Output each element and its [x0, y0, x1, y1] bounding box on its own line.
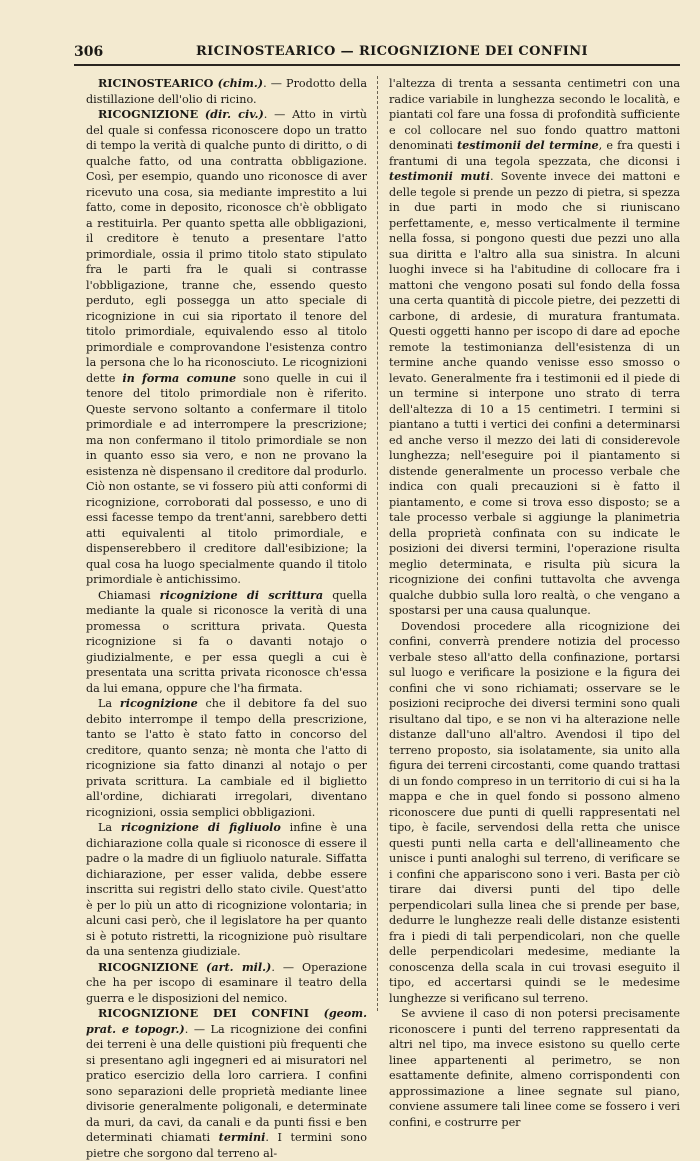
text-run: quella mediante la quale si riconosce la verità di una promessa o scrittura privata. Questa ricognizione si fa o davanti notajo o giudizialmente, e per essa quegli a cui è presentata una scritta privata riconosce ch'essa da lui emana, oppure che l'ha firmata.	[86, 588, 368, 695]
paragraph	[86, 820, 367, 960]
paragraph	[389, 1006, 680, 1130]
page-number: 306	[74, 44, 104, 60]
text-run: che il debitore fa del suo debito interrompe il tempo della prescrizione, tanto se l'atto è stato fatto in concorso del creditore, quanto senza; nè monta che l'atto di ricognizione sia fatto dinanzi al notajo o per privata scrittura. La cambiale ed il biglietto all'ordine, dichiarati irregolari, diventano ricognizioni, ossia semplici obbligazioni.	[86, 697, 368, 819]
text-run: . — Prodotto della distillazione dell'olio di ricino.	[86, 77, 367, 106]
italic-term: termini	[218, 1130, 266, 1144]
text-run: . — Atto in virtù del quale si confessa riconoscere dopo un tratto di tempo la verità di qualche punto di diritto, o di qualche fatto, od una contratta obbligazione. Così, per esempio, quando uno riconosce di aver ricevuto una cosa, sia mediante imprestito a lui fatto, come in deposito, riconosce ch'è obbligato a restituirla. Per quanto spetta alle obbligazioni, il creditore è tenuto a presentare l'atto primordiale, ossia il primo titolo stato stipulato fra le parti fra le quali si contrasse l'obbligazione, tranne che, essendo questo perduto, egli possegga un atto speciale di ricognizione in cui sia riportato il tenore del titolo primordiale, equivalendo esso al titolo primordiale e comprovandone l'esistenza contro la persona che lo ha riconosciuto. Le ricognizioni dette	[86, 108, 367, 385]
text-run: l'altezza di trenta a sessanta centimetri con una radice variabile in lunghezza secondo le località, e piantati col fare una fossa di profondità sufficiente e col collocare nel suo fondo quattro mattoni denominati	[389, 77, 680, 152]
entry-headword: RICOGNIZIONE DEI CONFINI	[98, 1006, 309, 1020]
text-run: . — La ricognizione dei confini dei terreni è una delle quistioni più frequenti che si presentano agli ingegneri ed ai misuratori nel pratico esercizio della loro carriera. I confini sono separazioni delle proprietà mediante linee divisorie generalmente poligonali, e determinate da muri, da cavi, da canali e da punti fissi e ben determinati chiamati	[86, 1022, 368, 1144]
text-run: . — Operazione che ha per iscopo di esaminare il teatro della guerra e le disposizioni del nemico.	[86, 960, 367, 1005]
text-run: , e fra questi i frantumi di una tegola spezzata, che diconsi i	[389, 139, 680, 168]
text-run: sono quelle in cui il tenore del titolo primordiale non è riferito. Queste servono soltanto a confermare il titolo primordiale e ad interrompere la prescrizione; ma non confermano il titolo primordiale se non in quanto esso sia vero, e non ne provano la esistenza nè dispensano il creditore dal produrlo. Ciò non ostante, se vi fossero più atti conformi di ricognizione, corroborati dal possesso, e uno di essi facesse tempo da trent'anni, sarebbero detti atti equivalenti al titolo primordiale, e dispenserebbero il creditore dall'esibizione; la qual cosa ha luogo specialmente quando il titolo primordiale è antichissimo.	[86, 371, 368, 586]
running-header	[74, 44, 680, 66]
text-run	[198, 961, 206, 974]
text-run: infine è una dichiarazione colla quale si riconosce di essere il padre o la madre di un figliuolo naturale. Siffatta dichiarazione, per esser valida, debbe essere inscritta sui registri dello stato civile. Quest'atto è per lo più un atto di ricognizione volontaria; in alcuni casi però, che il legislatore ha per quanto si è potuto ristretti, la ricognizione può risultare da una sentenza giudiziale.	[86, 821, 367, 958]
entry-headword: RICOGNIZIONE	[98, 959, 199, 974]
text-run	[198, 108, 205, 121]
italic-term: ricognizione di scrittura	[159, 587, 324, 602]
italic-term: testimonii del termine	[457, 138, 599, 152]
text-run: . Sovente invece dei mattoni e delle tegole si prende un pezzo di pietra, si spezza in due parti in modo che si riuniscano perfettamente, e, messo verticalmente il termine nella fossa, si pongono questi due pezzi uno alla sua diritta e l'altro alla sua sinistra. In alcuni luoghi invece si ha l'abitudine di collocare fra i mattoni che vengono posati sul fondo della fossa una certa quantità di piccole pietre, dei pezzetti di carbone, di ardesie, di muratura frantumata. Questi oggetti hanno per iscopo di dare ad epoche remote la testimonianza dell'esistenza di un termine anche quando venisse esso smosso o levato. Generalmente fra i testimonii ed il piede di un termine si interpone uno strato di terra dell'altezza di 10 a 15 centimetri. I termini si piantano a tutti i vertici dei confini a determinarsi ed anche verso il mezzo dei lati di considerevole lunghezza; nell'eseguire poi il piantamento si distende generalmente un processo verbale che indica con quali precauzioni si è fatto il piantamento, e come si trova esso disposto; se a tale processo verbale si aggiunge la planimetria della proprietà confinata con su indicate le posizioni dei diversi termini, l'operazione risulta meglio determinata, e risulta più sicura la ricognizione dei confini tuttavolta che avvenga qualche dubbio sulla loro realtà, o che vengano a spostarsi per una causa qualunque.	[389, 170, 680, 617]
italic-term: (dir. civ.)	[204, 107, 264, 121]
entry-headword: RICINOSTEARICO	[98, 76, 214, 90]
dictionary-entry	[86, 107, 367, 588]
text-run: Chiamasi	[98, 588, 160, 602]
right-column	[389, 76, 680, 1129]
entry-headword: RICOGNIZIONE	[98, 107, 199, 121]
left-column	[86, 76, 368, 1160]
column-divider	[377, 76, 378, 1011]
text-run: . I termini sono pietre che sorgono dal terreno al-	[86, 1131, 367, 1160]
italic-term: (chim.)	[217, 76, 264, 90]
italic-term: ricognizione	[119, 696, 198, 710]
italic-term: ricognizione di figliuolo	[120, 820, 281, 834]
italic-term: testimonii muti	[389, 169, 490, 183]
paragraph	[389, 619, 680, 1007]
dictionary-entry	[86, 1006, 367, 1161]
text-run: La	[98, 821, 121, 834]
italic-term: (art. mil.)	[206, 959, 272, 974]
dictionary-entry	[86, 76, 367, 107]
paragraph	[86, 696, 367, 820]
italic-term: in forma comune	[122, 370, 237, 385]
text-run: Dovendosi procedere alla ricognizione dei confini, converrà prendere notizia del processo verbale steso all'atto della confinazione, portarsi sul luogo e verificare la posizione e la figura dei confini che vi sono richiamati; osservare se le posizioni reciproche dei diversi termini sono quali risultano dal tipo, e se non vi ha alterazione nelle distanze dall'uno all'altro. Avendosi il tipo del terreno proposto, sia isolatamente, sia unito alla figura dei terreni circostanti, come quando trattasi di un fondo compreso in un territorio di cui si ha la mappa e che in quel fondo si possono almeno riconoscere due punti di quelli rappresentati nel tipo, è facile, servendosi della retta che unisce questi punti nella carta e dell'allineamento che unisce i punti analoghi sul terreno, di verificare se i confini che appariscono sono i veri. Basta per ciò tirare dai diversi punti del tipo delle perpendicolari sulla linea che si prende per base, dedurre le lunghezze reali delle distanze esistenti fra i piedi di tali perpendicolari, non che quelle delle perpendicolari medesime, mediante la conoscenza della scala in cui trovasi eseguito il tipo, ed accertarsi quindi se le medesime lunghezze si verificano sul terreno.	[389, 619, 680, 1005]
paragraph	[86, 588, 367, 697]
italic-term: (geom. prat. e topogr.)	[86, 1006, 367, 1036]
dictionary-entry	[86, 960, 367, 1007]
text-run: Se avviene il caso di non potersi precisamente riconoscere i punti del terreno rappresentati da altri nel tipo, ma invece esistono su quello certe linee appartenenti al perimetro, se non esattamente definite, almeno corrispondenti con approssimazione a linee segnate sul piano, conviene assumere tali linee come se fossero i veri confini, e costrurre per	[389, 1007, 680, 1129]
text-run	[309, 1007, 324, 1020]
paragraph	[389, 76, 680, 619]
text-run: La	[98, 697, 120, 710]
running-title: RICINOSTEARICO — RICOGNIZIONE DEI CONFINI	[195, 44, 589, 59]
